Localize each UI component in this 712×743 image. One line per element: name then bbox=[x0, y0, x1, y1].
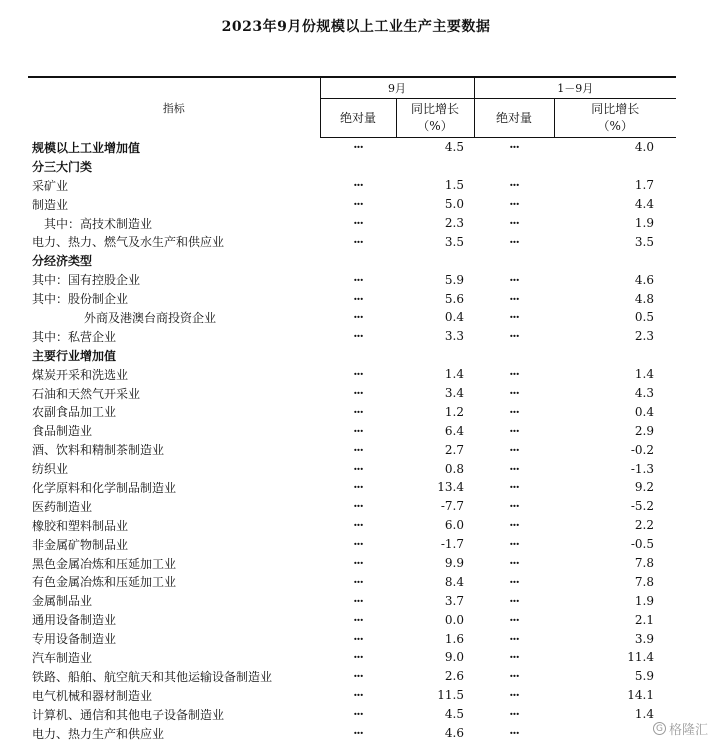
ytd-abs-cell: ··· bbox=[509, 234, 519, 249]
ytd-abs-cell: ··· bbox=[509, 197, 519, 212]
ytd-abs-cell: ··· bbox=[509, 423, 519, 438]
ytd-yoy-cell: 2.1 bbox=[634, 612, 654, 627]
month-yoy-cell: 1.4 bbox=[444, 367, 464, 382]
indicator-cell: 农副食品加工业 bbox=[32, 405, 117, 420]
table-row bbox=[28, 365, 676, 384]
indicator-cell: 汽车制造业 bbox=[32, 650, 93, 665]
table-row bbox=[28, 214, 676, 233]
ytd-abs-cell: ··· bbox=[509, 216, 519, 230]
month-abs-cell: ··· bbox=[353, 499, 363, 514]
month-yoy-cell: 0.8 bbox=[444, 461, 464, 476]
month-abs-cell: ··· bbox=[353, 556, 363, 571]
ytd-yoy-cell: 3.5 bbox=[634, 234, 654, 249]
month-yoy-cell: 0.4 bbox=[444, 310, 464, 325]
indicator-cell: 采矿业 bbox=[32, 178, 69, 193]
month-yoy-cell: 6.0 bbox=[444, 518, 464, 533]
ytd-yoy-cell: 0.4 bbox=[634, 404, 654, 419]
indicator-cell: 通用设备制造业 bbox=[32, 613, 117, 628]
ytd-yoy-cell: -5.2 bbox=[630, 499, 654, 514]
month-abs-cell: ··· bbox=[353, 612, 363, 627]
month-abs-cell: ··· bbox=[353, 593, 363, 608]
ytd-yoy-cell: 4.3 bbox=[634, 386, 654, 401]
month-yoy-cell: 2.7 bbox=[444, 442, 464, 457]
section-row bbox=[28, 251, 676, 270]
table-row bbox=[28, 384, 676, 403]
ytd-abs-cell: ··· bbox=[509, 556, 519, 571]
month-yoy-cell: 1.5 bbox=[444, 178, 464, 193]
month-yoy-cell: 3.7 bbox=[444, 593, 464, 608]
indicator-cell: 有色金属冶炼和压延加工业 bbox=[32, 575, 177, 590]
ytd-abs-cell: ··· bbox=[509, 574, 519, 589]
month-group-header: 9月 bbox=[320, 77, 474, 99]
month-yoy-cell: 5.6 bbox=[444, 291, 464, 306]
ytd-yoy-cell: -1.3 bbox=[630, 461, 654, 476]
month-yoy-cell: 5.9 bbox=[444, 272, 464, 287]
ytd-yoy-header: 同比增长 （%） bbox=[554, 99, 676, 138]
ytd-group-header: 1－9月 bbox=[474, 77, 676, 99]
month-yoy-header: 同比增长 （%） bbox=[396, 99, 474, 138]
month-yoy-cell: 1.2 bbox=[444, 404, 464, 419]
month-abs-cell: ··· bbox=[353, 329, 363, 344]
ytd-abs-cell: ··· bbox=[509, 480, 519, 495]
indicator-cell: 化学原料和化学制品制造业 bbox=[32, 480, 177, 495]
month-yoy-cell bbox=[396, 251, 474, 270]
month-yoy-cell: 0.0 bbox=[444, 612, 464, 627]
month-yoy-cell: 3.5 bbox=[444, 234, 464, 249]
table-row bbox=[28, 610, 676, 629]
ytd-abs-cell: ··· bbox=[509, 367, 519, 382]
ytd-abs-cell: ··· bbox=[509, 386, 519, 401]
ytd-abs-cell: ··· bbox=[509, 593, 519, 608]
indicator-cell: 分经济类型 bbox=[32, 254, 93, 269]
section-row bbox=[28, 346, 676, 365]
month-yoy-cell bbox=[396, 157, 474, 176]
month-yoy-cell: 8.4 bbox=[444, 574, 464, 589]
table-row bbox=[28, 421, 676, 440]
table-row bbox=[28, 724, 676, 743]
ytd-abs-cell: ··· bbox=[509, 631, 519, 646]
month-yoy-cell: 4.5 bbox=[444, 140, 464, 155]
indicator-cell: 其中：国有控股企业 bbox=[32, 273, 141, 288]
month-yoy-cell: -1.7 bbox=[440, 537, 464, 552]
month-abs-cell: ··· bbox=[353, 461, 363, 476]
month-yoy-cell: -7.7 bbox=[440, 499, 464, 514]
indicator-cell: 制造业 bbox=[32, 197, 69, 212]
ytd-yoy-cell: 1.9 bbox=[634, 593, 654, 608]
ytd-yoy-cell bbox=[554, 251, 676, 270]
ytd-yoy-cell: 9.2 bbox=[634, 480, 654, 495]
indicator-cell: 电力、热力、燃气及水生产和供应业 bbox=[32, 235, 225, 250]
month-abs-cell: ··· bbox=[353, 631, 363, 646]
ytd-yoy-cell: 7.8 bbox=[634, 556, 654, 571]
table-row bbox=[28, 440, 676, 459]
indicator-cell: 电力、热力生产和供应业 bbox=[32, 726, 165, 741]
ytd-yoy-cell: 1.7 bbox=[634, 178, 654, 193]
month-abs-cell: ··· bbox=[353, 386, 363, 401]
ytd-abs-cell: ··· bbox=[509, 404, 519, 419]
indicator-header: 指标 bbox=[28, 77, 320, 138]
month-yoy-cell: 9.0 bbox=[444, 650, 464, 665]
watermark-text: 格隆汇 bbox=[668, 723, 708, 738]
table-header bbox=[28, 77, 676, 138]
ytd-yoy-cell bbox=[554, 346, 676, 365]
ytd-abs-cell: ··· bbox=[509, 669, 519, 684]
ytd-yoy-cell: 4.4 bbox=[634, 197, 654, 212]
table-row bbox=[28, 591, 676, 610]
month-yoy-cell: 9.9 bbox=[444, 556, 464, 571]
ytd-yoy-cell: 2.2 bbox=[634, 518, 654, 533]
ytd-yoy-cell: 1.4 bbox=[634, 367, 654, 382]
ytd-abs-cell bbox=[474, 157, 554, 176]
indicator-cell: 规模以上工业增加值 bbox=[32, 140, 141, 155]
month-abs-cell: ··· bbox=[353, 234, 363, 249]
month-abs-cell: ··· bbox=[353, 178, 363, 193]
table-row bbox=[28, 195, 676, 214]
month-abs-header: 绝对量 bbox=[320, 99, 396, 138]
month-abs-cell: ··· bbox=[353, 726, 363, 741]
ytd-abs-cell: ··· bbox=[509, 442, 519, 457]
month-abs-cell: ··· bbox=[353, 442, 363, 457]
month-yoy-cell: 11.5 bbox=[437, 688, 464, 703]
ytd-abs-cell: ··· bbox=[509, 140, 519, 155]
month-abs-cell: ··· bbox=[353, 216, 363, 230]
table-row bbox=[28, 459, 676, 478]
table-row bbox=[28, 535, 676, 554]
ytd-yoy-cell: 1.9 bbox=[634, 216, 654, 230]
ytd-abs-cell: ··· bbox=[509, 291, 519, 306]
indicator-cell: 食品制造业 bbox=[32, 424, 93, 439]
page-title: 2023年9月份规模以上工业生产主要数据 bbox=[221, 19, 491, 35]
table-row bbox=[28, 705, 676, 724]
month-abs-cell bbox=[320, 157, 396, 176]
ytd-yoy-cell: -0.2 bbox=[630, 442, 654, 457]
indicator-cell: 计算机、通信和其他电子设备制造业 bbox=[32, 707, 225, 722]
ytd-yoy-cell: 0.5 bbox=[634, 310, 654, 325]
table-row bbox=[28, 138, 676, 157]
ytd-yoy-cell: -0.5 bbox=[630, 537, 654, 552]
ytd-abs-cell: ··· bbox=[509, 461, 519, 476]
ytd-abs-cell: ··· bbox=[509, 518, 519, 533]
ytd-abs-cell: ··· bbox=[509, 329, 519, 344]
table-row bbox=[28, 232, 676, 251]
table-row bbox=[28, 308, 676, 327]
table-row bbox=[28, 572, 676, 591]
table-row bbox=[28, 327, 676, 346]
indicator-cell: 铁路、船舶、航空航天和其他运输设备制造业 bbox=[32, 669, 273, 684]
ytd-yoy-cell: 14.1 bbox=[627, 688, 654, 703]
indicator-cell: 石油和天然气开采业 bbox=[32, 386, 141, 401]
ytd-abs-cell: ··· bbox=[509, 726, 519, 741]
indicator-cell: 非金属矿物制品业 bbox=[32, 537, 129, 552]
month-abs-cell: ··· bbox=[353, 423, 363, 438]
table-row bbox=[28, 289, 676, 308]
indicator-cell: 煤炭开采和洗选业 bbox=[32, 367, 129, 382]
indicator-cell: 其中：私营企业 bbox=[32, 329, 117, 344]
table-row bbox=[28, 516, 676, 535]
ytd-abs-cell: ··· bbox=[509, 272, 519, 287]
watermark-logo-icon: G bbox=[653, 722, 666, 735]
month-abs-cell: ··· bbox=[353, 669, 363, 684]
ytd-abs-cell: ··· bbox=[509, 707, 519, 722]
ytd-yoy-cell: 5.9 bbox=[634, 669, 654, 684]
indicator-cell: 酒、饮料和精制茶制造业 bbox=[32, 443, 165, 458]
ytd-yoy-cell: 4.6 bbox=[634, 272, 654, 287]
ytd-abs-cell: ··· bbox=[509, 310, 519, 325]
month-yoy-cell bbox=[396, 346, 474, 365]
month-abs-cell: ··· bbox=[353, 518, 363, 533]
month-abs-cell: ··· bbox=[353, 367, 363, 382]
month-yoy-cell: 13.4 bbox=[437, 480, 464, 495]
ytd-yoy-cell: 2.9 bbox=[634, 423, 654, 438]
watermark bbox=[653, 719, 708, 738]
ytd-abs-cell: ··· bbox=[509, 650, 519, 665]
ytd-yoy-cell: 11.4 bbox=[627, 650, 654, 665]
table-row bbox=[28, 554, 676, 573]
table-row bbox=[28, 270, 676, 289]
ytd-yoy-cell: 4.8 bbox=[634, 291, 654, 306]
month-abs-cell: ··· bbox=[353, 404, 363, 419]
ytd-yoy-cell: 3.9 bbox=[634, 631, 654, 646]
table-row bbox=[28, 667, 676, 686]
month-abs-cell: ··· bbox=[353, 707, 363, 722]
indicator-cell: 主要行业增加值 bbox=[32, 348, 117, 363]
indicator-cell: 金属制品业 bbox=[32, 594, 93, 609]
ytd-abs-header: 绝对量 bbox=[474, 99, 554, 138]
month-abs-cell: ··· bbox=[353, 310, 363, 325]
ytd-yoy-cell: 7.8 bbox=[634, 574, 654, 589]
indicator-cell: 纺织业 bbox=[32, 462, 69, 477]
table-row bbox=[28, 402, 676, 421]
month-abs-cell: ··· bbox=[353, 197, 363, 212]
month-yoy-cell: 2.6 bbox=[444, 669, 464, 684]
month-abs-cell: ··· bbox=[353, 272, 363, 287]
month-yoy-cell: 1.6 bbox=[444, 631, 464, 646]
month-abs-cell bbox=[320, 251, 396, 270]
month-abs-cell: ··· bbox=[353, 574, 363, 589]
month-yoy-cell: 2.3 bbox=[444, 216, 464, 230]
indicator-cell: 外商及港澳台商投资企业 bbox=[84, 310, 217, 325]
table-row bbox=[28, 478, 676, 497]
table-row bbox=[28, 686, 676, 705]
month-abs-cell: ··· bbox=[353, 650, 363, 665]
ytd-yoy-cell bbox=[554, 157, 676, 176]
ytd-yoy-cell: 4.0 bbox=[634, 140, 654, 155]
ytd-abs-cell: ··· bbox=[509, 612, 519, 627]
ytd-abs-cell: ··· bbox=[509, 499, 519, 514]
ytd-abs-cell: ··· bbox=[509, 178, 519, 193]
month-abs-cell: ··· bbox=[353, 480, 363, 495]
month-yoy-cell: 4.6 bbox=[444, 726, 464, 741]
month-yoy-cell: 3.4 bbox=[444, 386, 464, 401]
indicator-cell: 黑色金属冶炼和压延加工业 bbox=[32, 556, 177, 571]
month-yoy-cell: 6.4 bbox=[444, 423, 464, 438]
section-row bbox=[28, 157, 676, 176]
month-abs-cell bbox=[320, 346, 396, 365]
month-abs-cell: ··· bbox=[353, 291, 363, 306]
table-row bbox=[28, 648, 676, 667]
ytd-abs-cell: ··· bbox=[509, 688, 519, 703]
ytd-yoy-cell: 1.4 bbox=[634, 707, 654, 722]
indicator-cell: 电气机械和器材制造业 bbox=[32, 688, 153, 703]
industrial-data-table bbox=[28, 76, 676, 743]
table-body bbox=[28, 138, 676, 743]
indicator-cell: 医药制造业 bbox=[32, 499, 93, 514]
month-yoy-cell: 5.0 bbox=[444, 197, 464, 212]
indicator-cell: 分三大门类 bbox=[32, 159, 93, 174]
table-row bbox=[28, 629, 676, 648]
ytd-abs-cell: ··· bbox=[509, 537, 519, 552]
month-abs-cell: ··· bbox=[353, 688, 363, 703]
indicator-cell: 橡胶和塑料制品业 bbox=[32, 518, 129, 533]
table-row bbox=[28, 497, 676, 516]
month-abs-cell: ··· bbox=[353, 537, 363, 552]
month-yoy-cell: 4.5 bbox=[444, 707, 464, 722]
indicator-cell: 专用设备制造业 bbox=[32, 632, 117, 647]
ytd-yoy-cell: 2.3 bbox=[634, 329, 654, 344]
ytd-abs-cell bbox=[474, 251, 554, 270]
indicator-cell: 其中：股份制企业 bbox=[32, 292, 129, 307]
indicator-cell: 其中：高技术制造业 bbox=[44, 216, 153, 231]
month-abs-cell: ··· bbox=[353, 140, 363, 155]
ytd-abs-cell bbox=[474, 346, 554, 365]
month-yoy-cell: 3.3 bbox=[444, 329, 464, 344]
table-row bbox=[28, 176, 676, 195]
